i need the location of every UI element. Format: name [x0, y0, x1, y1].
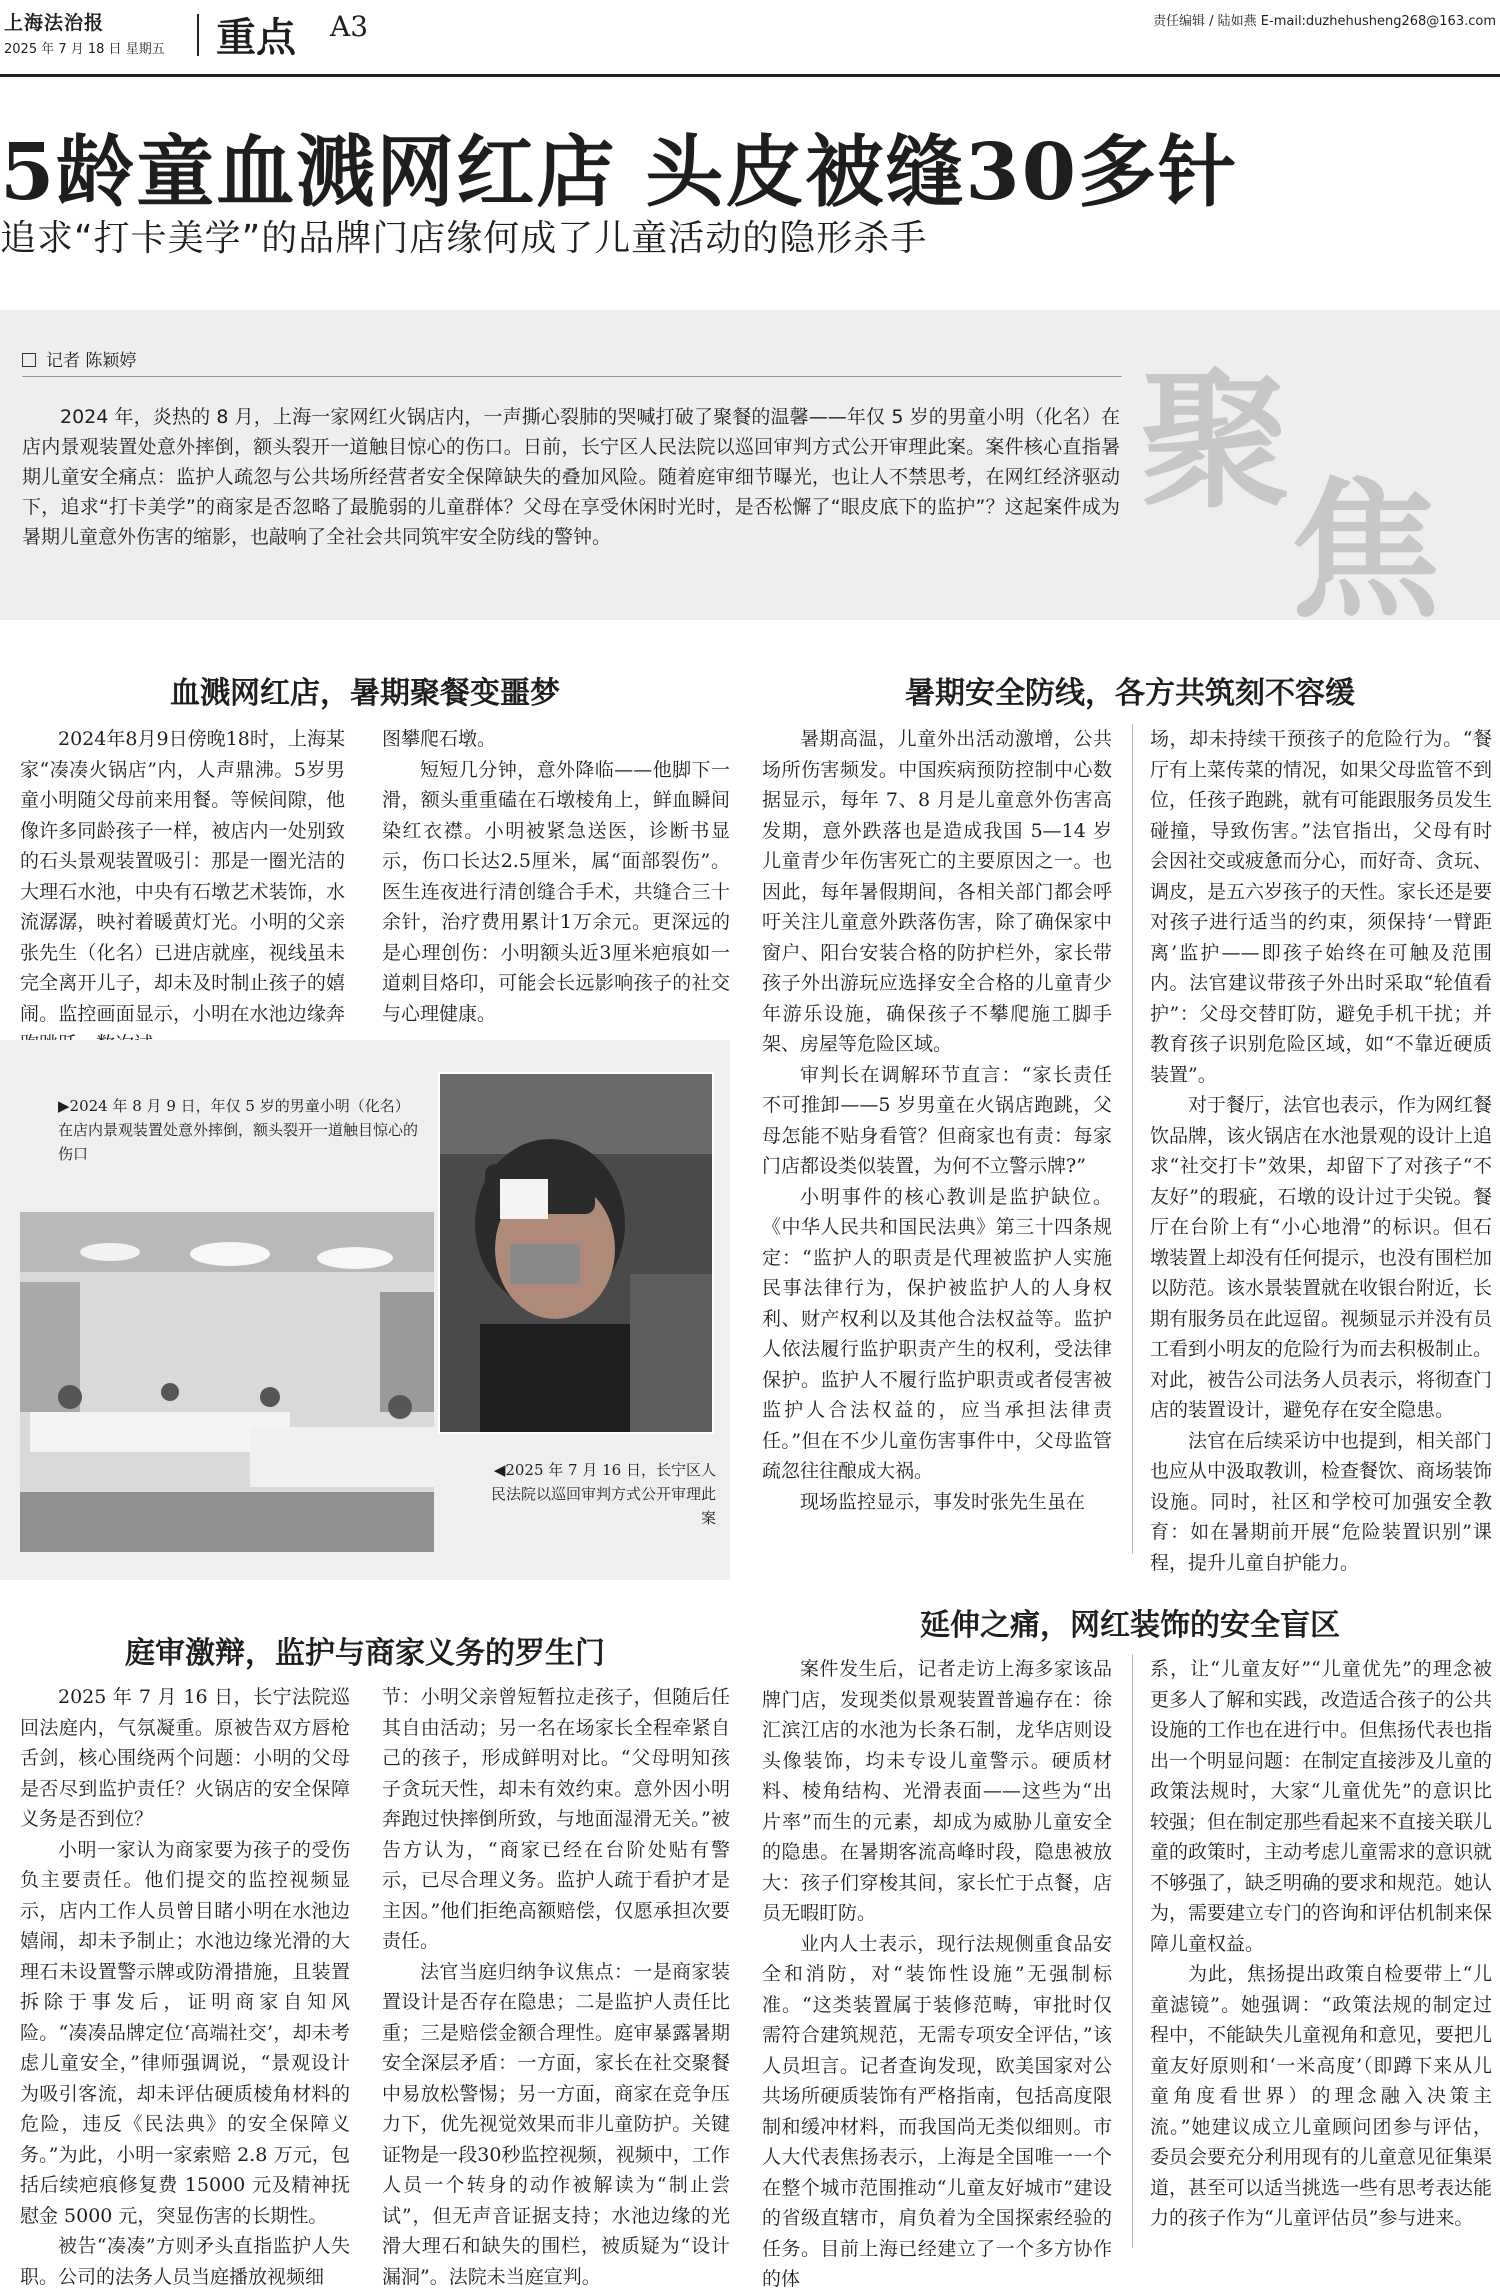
focus-watermark — [1140, 320, 1480, 639]
section-2-column-1 — [762, 724, 1112, 1554]
photo-caption-1: ▶2024 年 8 月 9 日，年仅 5 岁的男童小明（化名）在店内景观装置处意外摔倒，额头裂开一道触目惊心的伤口 — [58, 1097, 419, 1163]
photo-caption-2: ◀2025 年 7 月 16 日，长宁区人民法院以巡回审判方式公开审理此案 — [490, 1461, 716, 1527]
section-4-column-1 — [762, 1654, 1112, 2290]
s2-col2-p2: 对于餐厅，法官也表示，作为网红餐饮品牌，该火锅店在水池景观的设计上追求“社交打卡”效果，却留下了对孩子“不友好”的瑕疵，石墩的设计过于尖锐。餐厅在台阶上有“小心地滑”的标识。但石墩装置上却没有任何提示，也没有围栏加以防范。该水景装置就在收银台附近，长期有服务员在此逗留。视频显示并没有员工看到小明友的危险行为而去积极制止。对此，被告公司法务人员表示，将彻查门店的装置设计，避免存在安全隐患。 — [1150, 1094, 1493, 1421]
section-1-column-2 — [382, 724, 730, 1024]
s3-col1-p3: 被告“凑凑”方则矛头直指监护人失职。公司的法务人员当庭播放视频细 — [20, 2235, 350, 2288]
s3-col1-p2: 小明一家认为商家要为孩子的受伤负主要责任。他们提交的监控视频显示，店内工作人员曾目睹小明在水池边嬉闹，却未予制止；水池边缘光滑的大理石未设置警示牌或防滑措施，且装置拆除于事发后，证明商家自知风险。“凑凑品牌定位‘高端社交’，却未考虑儿童安全，”律师强调说，“景观设计为吸引客流，却未评估硬质棱角材料的危险，违反《民法典》的安全保障义务。”为此，小明一家索赔 2.8 万元，包括后续疤痕修复费 15000 元及精神抚慰金 5000 元，突显伤害的长期性。 — [20, 1838, 350, 2227]
section-4-column-2 — [1150, 1654, 1492, 2248]
s4-col2-p1: 系，让“儿童友好”“儿童优先”的理念被更多人了解和实践，改造适合孩子的公共设施的工作也在进行中。但焦扬代表也指出一个明显问题：在制定直接涉及儿童的政策法规时，大家“儿童优先”的意识比较强；但在制定那些看起来不直接关联儿童的政策时，主动考虑儿童需求的意识就不够强了，缺乏明确的要求和规范。她认为，需要建立专门的咨询和评估机制来保障儿童权益。 — [1150, 1658, 1493, 1955]
square-icon — [22, 353, 36, 367]
s4-col1-p1: 案件发生后，记者走访上海多家该品牌门店，发现类似景观装置普遍存在：徐汇滨江店的水池为长条石制，龙华店则设头像装饰，均未专设儿童警示。硬质材料、棱角结构、光滑表面——这些为“出片率”而生的元素，却成为威胁儿童安全的隐患。在暑期客流高峰时段，隐患被放大：孩子们穿梭其间，家长忙于点餐，店员无暇盯防。 — [762, 1658, 1112, 1924]
page-number: A3 — [330, 10, 369, 43]
s2-col2-p3: 法官在后续采访中也提到，相关部门也应从中汲取教训，检查餐饮、商场装饰设施。同时，社区和学校可加强安全教育：如在暑期前开展“危险装置识别”课程，提升儿童自护能力。 — [1150, 1429, 1493, 1574]
column-rule — [1132, 724, 1133, 1554]
subheadline: 追求“打卡美学”的品牌门店缘何成了儿童活动的隐形杀手 — [0, 218, 928, 259]
s1-col2-p1: 图攀爬石墩。 — [382, 728, 497, 750]
s3-col1-p1: 2025 年 7 月 16 日，长宁法院巡回法庭内，气氛凝重。原被告双方唇枪舌剑，核心围绕两个问题：小明的父母是否尽到监护责任？火锅店的安全保障义务是否到位？ — [20, 1686, 350, 1830]
section-2-title: 暑期安全防线，各方共筑刻不容缓 — [905, 676, 1355, 711]
s2-col1-p2: 审判长在调解环节直言：“家长责任不可推卸——5 岁男童在火锅店跑跳，父母怎能不贴身看管？但商家也有责：每家门店都设类似装置，为何不立警示牌?” — [762, 1063, 1112, 1177]
section-3-column-2 — [382, 1682, 730, 2288]
s2-col1-p3: 小明事件的核心教训是监护缺位。《中华人民共和国民法典》第三十四条规定：“监护人的职责是代理被监护人实施民事法律行为，保护被监护人的人身权利、财产权利以及其他合法权益等。监护人依法履行监护职责产生的权利，受法律保护。监护人不履行监护职责或者侵害被监护人合法权益的，应当承担法律责任。”但在不少儿童伤害事件中，父母监管疏忽往往酿成大祸。 — [762, 1185, 1112, 1482]
focus-char-2: 焦 — [1290, 463, 1441, 639]
issue-date: 2025 年 7 月 18 日 星期五 — [4, 42, 165, 57]
s3-col2-p1: 节：小明父亲曾短暂拉走孩子，但随后任其自由活动；另一名在场家长全程牵紧自己的孩子，形成鲜明对比。“父母明知孩子贪玩天性，却未有效约束。意外因小明奔跑过快摔倒所致，与地面湿滑无关。”被告方认为，“商家已经在台阶处贴有警示，已尽合理义务。监护人疏于看护才是主因。”他们拒绝高额赔偿，仅愿承担次要责任。 — [382, 1686, 730, 1952]
newspaper-logo: 上海法治报 — [4, 12, 105, 34]
s2-col2-p1: 场，却未持续干预孩子的危险行为。“餐厅有上菜传菜的情况，如果父母监管不到位，任孩子跑跳，就有可能跟服务员发生碰撞，导致伤害。”法官指出，父母有时会因社交或疲惫而分心，而好奇、贪玩、调皮，是五六岁孩子的天性。家长还是要对孩子进行适当的约束，须保持‘一臂距离’监护——即孩子始终在可触及范围内。法官建议带孩子外出时采取“轮值看护”：父母交替盯防，避免手机干扰；并教育孩子识别危险区域，如“不靠近硬质装置”。 — [1150, 728, 1493, 1086]
section-3-title: 庭审激辩，监护与商家义务的罗生门 — [125, 1636, 605, 1671]
s3-col2-p2: 法官当庭归纳争议焦点：一是商家装置设计是否存在隐患；二是监护人责任比重；三是赔偿金额合理性。庭审暴露暑期安全深层矛盾：一方面，家长在社交聚餐中易放松警惕；另一方面，商家在竞争压力下，优先视觉效果而非儿童防护。关键证物是一段30秒监控视频，视频中，工作人员一个转身的动作被解读为“制止尝试”，但无声音证据支持；水池边缘的光滑大理石和缺失的围栏，被质疑为“设计漏洞”。法院未当庭宣判。 — [382, 1960, 730, 2288]
s4-col2-p2: 为此，焦扬提出政策自检要带上“儿童滤镜”。她强调：“政策法规的制定过程中，不能缺失儿童视角和意见，要把儿童友好原则和‘一米高度’（即蹲下来从儿童角度看世界）的理念融入决策主流。”她建议成立儿童顾问团参与评估，委员会要充分利用现有的儿童意见征集渠道，甚至可以适当挑选一些有思考表达能力的孩子作为“儿童评估员”参与进来。 — [1150, 1963, 1493, 2229]
section-1-column-1: 2024年8月9日傍晚18时，上海某家“凑凑火锅店”内，人声鼎沸。5岁男童小明随父母前来用餐。等候间隙，他像许多同龄孩子一样，被店内一处别致的石头景观装置吸引：那是一圈光洁的大理石水池，中央有石墩艺术装饰，水流潺潺，映衬着暖黄灯光。小明的父亲张先生（化名）已进店就座，视线虽未完全离开儿子，却未及时制止孩子的嬉闹。监控画面显示，小明在水池边缘奔 — [20, 728, 345, 1025]
courtroom-illustration — [20, 1212, 434, 1552]
headline: 5龄童血溅网红店 头皮被缝30多针 — [0, 127, 1238, 218]
focus-char-1: 聚 — [1140, 353, 1291, 529]
reporter-name: 记者 陈颖婷 — [46, 351, 137, 371]
s1-col2-p2: 短短几分钟，意外降临——他脚下一滑，额头重重磕在石墩棱角上，鲜血瞬间染红衣襟。小明被紧急送医，诊断书显示，伤口长达2.5厘米，属“面部裂伤”。医生连夜进行清创缝合手术，共缝合三十余针，治疗费用累计1万余元。更深远的是心理创伤：小明额头近3厘米疤痕如一道刺目烙印，可能会长远影响孩子的社交与心理健康。 — [382, 758, 730, 1025]
lead-paragraph: 2024 年，炎热的 8 月，上海一家网红火锅店内，一声撕心裂肺的哭喊打破了聚餐的温馨——年仅 5 岁的男童小明（化名）在店内景观装置处意外摔倒，额头裂开一道触目惊心的伤口。日前，长宁区人民法院以巡回审判方式公开审理此案。案件核心直指暑期儿童安全痛点：监护人疏忽与公共场所经营者安全保障缺失的叠加风险。随着庭审细节曝光，也让人不禁思考，在网红经济驱动下，追求“打卡美学”的商家是否忽略了最脆弱的儿童群体？父母在享受休闲时光时，是否松懈了“眼皮底下的监护”？这起案件成为暑期儿童意外伤害的缩影，也敲响了全社会共同筑牢安全防线的警钟。 — [22, 406, 1120, 548]
editor-credit: 责任编辑 / 陆如燕 E-mail:duzhehusheng268@163.com — [1153, 14, 1496, 29]
section-1-title: 血溅网红店，暑期聚餐变噩梦 — [170, 676, 560, 711]
section-3-column-1 — [20, 1682, 350, 2288]
courtroom-photo — [20, 1212, 434, 1552]
injured-boy-photo — [438, 1072, 714, 1434]
column-rule — [1132, 1654, 1133, 2248]
s4-col1-p2: 业内人士表示，现行法规侧重食品安全和消防，对“装饰性设施”无强制标准。“这类装置属于装修范畴，审批时仅需符合建筑规范，无需专项安全评估，”该人员坦言。记者查询发现，欧美国家对公共场所硬质装饰有严格指南，包括高度限制和缓冲材料，而我国尚无类似细则。市人大代表焦扬表示，上海是全国唯一一个在整个城市范围推动“儿童友好城市”建设的省级直辖市，肩负着为全国探索经验的任务。目前上海已经建立了一个多方协作的体 — [762, 1932, 1112, 2290]
byline-rule — [22, 376, 1122, 377]
section-2-column-2 — [1150, 724, 1493, 1574]
s2-col1-p1: 暑期高温，儿童外出活动激增，公共场所伤害频发。中国疾病预防控制中心数据显示，每年 7、8 月是儿童意外伤害高发期，意外跌落也是造成我国 5—14 岁儿童青少年伤害死亡的主要原因之一。也因此，每年暑假期间，各相关部门都会呼吁关注儿童意外跌落伤害，除了确保家中窗户、阳台安装合格的防护栏外，家长带孩子外出游玩应选择安全合格的儿童青少年游乐设施，确保孩子不攀爬施工脚手架、房屋等危险区域。 — [762, 728, 1112, 1055]
top-rule — [0, 74, 1500, 77]
section-name: 重点 — [216, 14, 296, 61]
masthead-divider — [197, 14, 199, 56]
s2-col1-p4: 现场监控显示，事发时张先生虽在 — [800, 1490, 1086, 1513]
reporter-byline — [22, 346, 136, 371]
boy-illustration — [440, 1074, 712, 1432]
section-4-title: 延伸之痛，网红装饰的安全盲区 — [920, 1608, 1340, 1643]
